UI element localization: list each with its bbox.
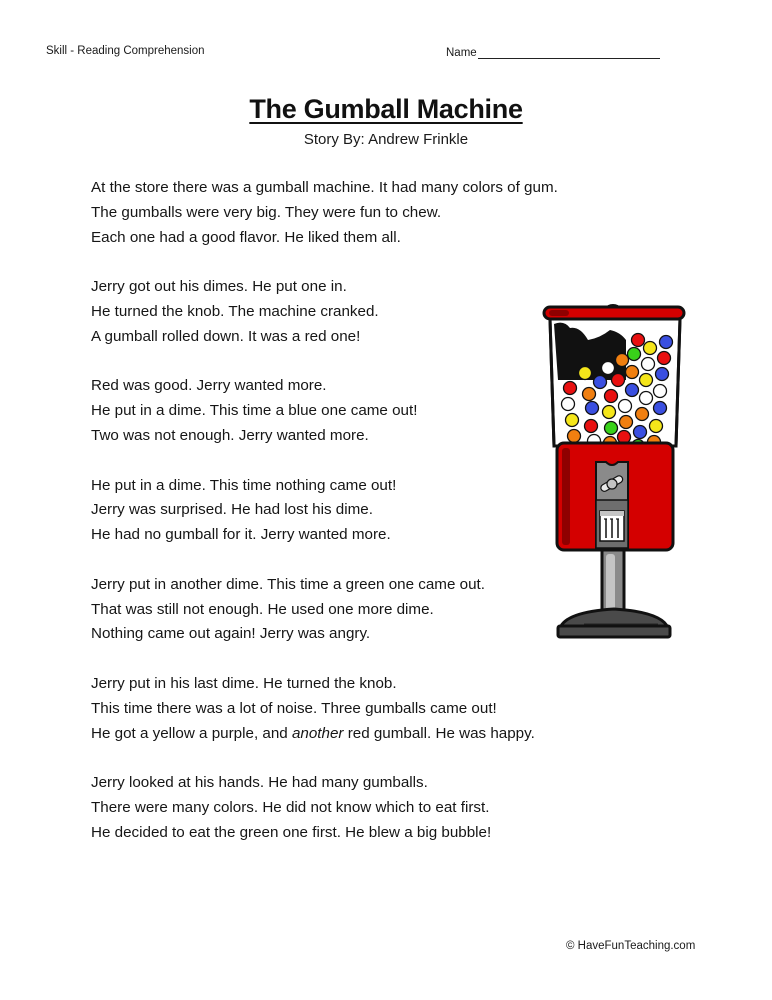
gumball-machine-illustration	[540, 300, 690, 645]
line-text-before: He got a yellow a purple, and	[91, 724, 292, 742]
story-line: The gumballs were very big. They were fun to chew.	[91, 203, 442, 221]
line-text-after: red gumball. He was happy.	[343, 724, 535, 742]
story-line: At the store there was a gumball machine. It had many colors of gum.	[91, 179, 558, 196]
copyright-footer: © HaveFunTeaching.com	[566, 940, 696, 952]
story-line: He had no gumball for it. Jerry wanted more.	[91, 526, 391, 544]
story-paragraph	[91, 374, 558, 448]
story-line: He decided to eat the green one first. He blew a big bubble!	[91, 823, 492, 841]
title-text: The Gumball Machine	[249, 94, 523, 124]
emphasized-word: another	[291, 724, 344, 742]
story-line: He put in a dime. This time nothing came out!	[91, 476, 397, 494]
story-line: Jerry looked at his hands. He had many gumballs.	[91, 774, 428, 792]
story-line: Each one had a good flavor. He liked them all.	[91, 228, 401, 246]
story-line-emphasis	[91, 722, 558, 747]
name-field[interactable]	[446, 45, 660, 59]
story-line: Two was not enough. Jerry wanted more.	[91, 426, 369, 444]
story-byline: Story By: Andrew Frinkle	[303, 131, 469, 148]
story-paragraph	[91, 176, 558, 250]
story-line: This time there was a lot of noise. Three gumballs came out!	[91, 699, 497, 717]
story-line: Red was good. Jerry wanted more.	[91, 377, 327, 395]
name-label: Name	[446, 47, 477, 59]
story-line: That was still not enough. He used one more dime.	[91, 600, 434, 618]
story-line: Jerry put in his last dime. He turned the knob.	[91, 674, 397, 692]
story-line: Nothing came out again! Jerry was angry.	[91, 625, 371, 643]
story-line: Jerry was surprised. He had lost his dime.	[91, 501, 373, 519]
story-line: He turned the knob. The machine cranked.	[91, 302, 379, 320]
story-line: A gumball rolled down. It was a red one!	[91, 327, 361, 345]
story-line: Jerry put in another dime. This time a green one came out.	[91, 575, 485, 593]
story-paragraph	[91, 474, 558, 548]
page-title	[0, 94, 772, 125]
story-paragraph	[91, 573, 558, 647]
story-paragraph	[91, 771, 558, 845]
name-blank-line[interactable]	[478, 45, 660, 59]
story-line: Jerry got out his dimes. He put one in.	[91, 278, 347, 296]
story-line: There were many colors. He did not know which to eat first.	[91, 798, 490, 816]
skill-label: Skill - Reading Comprehension	[46, 45, 205, 57]
story-line: He put in a dime. This time a blue one came out!	[91, 402, 418, 420]
story-paragraph	[91, 275, 558, 349]
story-paragraph	[91, 672, 558, 746]
gumball-machine-icon	[540, 300, 690, 645]
story-body	[91, 176, 558, 870]
